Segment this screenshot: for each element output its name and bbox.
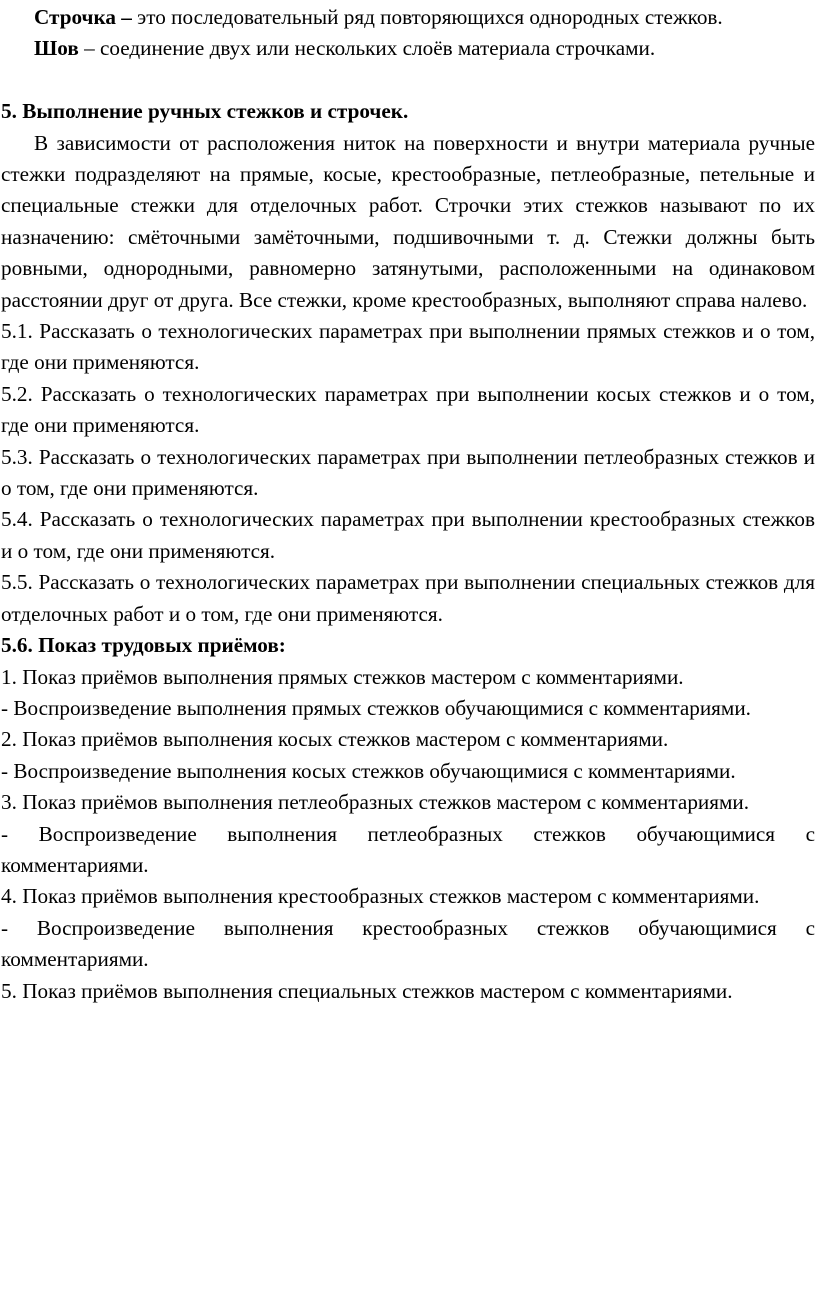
task-item: 5.4. Рассказать о технологических параметрах при выполнении крестообразных стежков и о том, где они применяются. (1, 507, 815, 563)
definition-text: – соединение двух или нескольких слоёв материала строчками. (78, 36, 656, 61)
demo-heading: 5.6. Показ трудовых приёмов: (1, 633, 286, 658)
definition-seam (1, 33, 815, 64)
demo-item: 3. Показ приёмов выполнения петлеобразных стежков мастером с комментариями. (1, 790, 750, 815)
demo-item: 5. Показ приёмов выполнения специальных стежков мастером с комментариями. (1, 978, 733, 1003)
task-item: 5.5. Рассказать о технологических параметрах при выполнении специальных стежков для отделочных работ и о том, где они применяются. (1, 570, 815, 626)
term-seam: Шов (34, 36, 79, 61)
definition-stitch-line (1, 2, 815, 33)
task-item: 5.1. Рассказать о технологических параметрах при выполнении прямых стежков и о том, где они применяются. (1, 319, 815, 375)
paragraph-spacer (1, 65, 815, 96)
section-heading: 5. Выполнение ручных стежков и строчек. (1, 99, 409, 124)
term-dash: – (115, 5, 138, 29)
section-intro: В зависимости от расположения ниток на поверхности и внутри материала ручные стежки подразделяют на прямые, косые, крестообразные, петлеобразные, петельные и специальные стежки для отделочных работ. Строчки этих стежков называют по их назначению: смёточными замёточными, подшивочными т. д. Стежки должны быть ровными, однородными, равномерно затянутыми, расположенными на одинаковом расстоянии друг от друга. Все стежки, кроме крестообразных, выполняют справа налево. (1, 130, 815, 312)
task-item: 5.2. Рассказать о технологических параметрах при выполнении косых стежков и о том, где они применяются. (1, 381, 815, 438)
demo-item: 2. Показ приёмов выполнения косых стежков мастером с комментариями. (1, 727, 669, 752)
demo-item: 4. Показ приёмов выполнения крестообразных стежков мастером с комментариями. (1, 884, 760, 909)
demo-item: 1. Показ приёмов выполнения прямых стежков мастером с комментариями. (1, 664, 684, 689)
task-item: 5.3. Рассказать о технологических параметрах при выполнении петлеобразных стежков и о том, где они применяются. (1, 444, 815, 501)
term-stitch-line: Строчка (34, 5, 116, 29)
definition-text: это последовательный ряд повторяющихся однородных стежков. (137, 5, 723, 29)
demo-item: - Воспроизведение выполнения прямых стежков обучающимися с комментариями. (1, 695, 751, 720)
demo-item: - Воспроизведение выполнения петлеобразных стежков обучающимися с комментариями. (1, 821, 815, 877)
demo-item: - Воспроизведение выполнения косых стежков обучающимися с комментариями. (1, 758, 736, 783)
demo-item: - Воспроизведение выполнения крестообразных стежков обучающимися с комментариями. (1, 915, 815, 972)
